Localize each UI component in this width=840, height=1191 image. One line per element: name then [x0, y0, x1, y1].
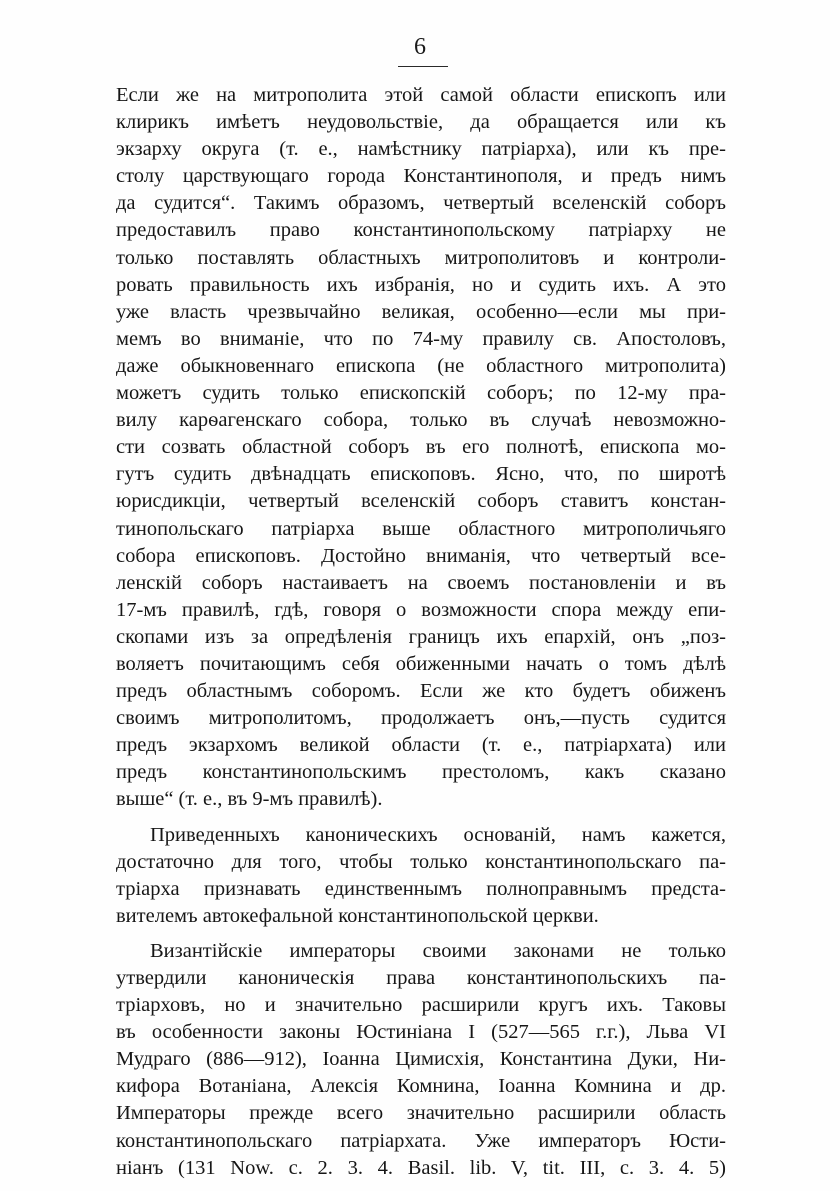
text-line: ленскій соборъ настаиваетъ на своемъ постановленіи и въ [116, 571, 726, 594]
text-line: предъ экзархомъ великой области (т. е., патріархата) или [116, 734, 726, 757]
paragraph-gap [116, 930, 726, 938]
text-line: своимъ митрополитомъ, продолжаетъ онъ,—пусть судится [116, 707, 726, 730]
text-line: предоставилъ право константинопольскому патріарху не [116, 219, 726, 242]
text-line: мемъ во вниманіе, что по 74-му правилу св. Апостоловъ, [116, 327, 726, 350]
text-line: Византійскіе императоры своими законами не только [150, 939, 726, 962]
text-line: утвердили каноническія права константинопольскихъ па- [116, 967, 726, 989]
text-line: Приведенныхъ каноническихъ основаній, намъ кажется, [150, 823, 726, 846]
page-number-rule [398, 66, 448, 67]
text-line: воляетъ почитающимъ себя обиженными начать о томъ дѣлѣ [116, 652, 726, 675]
text-line: тріарха признавать единственнымъ полноправнымъ предста- [116, 877, 726, 900]
text-line: вителемъ автокефальной константинопольской церкви. [116, 904, 599, 927]
text-line: собора епископовъ. Достойно вниманія, что четвертый все- [116, 544, 726, 567]
paragraph-3 [116, 938, 726, 1182]
paragraph-2 [116, 822, 726, 930]
body-text [116, 82, 726, 1182]
paragraph-gap [116, 814, 726, 822]
text-line: вилу карѳагенскаго собора, только въ случаѣ невозможно- [116, 409, 726, 432]
text-line: гутъ судить двѣнадцать епископовъ. Ясно, что, по широтѣ [116, 463, 726, 486]
page-number: 6 [414, 34, 426, 60]
text-line: юрисдикціи, четвертый вселенскій соборъ ставитъ констан- [116, 490, 726, 513]
paragraph-1 [116, 82, 726, 814]
text-line: скопами изъ за опредѣленія границъ ихъ епархій, онъ „поз- [116, 625, 726, 648]
text-line: да судится“. Такимъ образомъ, четвертый вселенскій соборъ [116, 192, 726, 215]
text-line: Мудраго (886—912), Іоанна Цимисхія, Константина Дуки, Ни- [116, 1048, 726, 1071]
text-line: предъ областнымъ соборомъ. Если же кто будетъ обиженъ [116, 680, 726, 703]
text-line: ровать правильность ихъ избранія, но и судить ихъ. А это [116, 273, 726, 296]
text-line: тріарховъ, но и значительно расширили кругъ ихъ. Таковы [116, 994, 726, 1017]
text-line: клирикъ имѣетъ неудовольствіе, да обращается или къ [116, 111, 726, 134]
text-line: столу царствующаго города Константинополя, и предъ нимъ [116, 165, 726, 188]
text-line: Если же на митрополита этой самой области епископъ или [116, 84, 726, 106]
text-line: тинопольскаго патріарха выше областного митрополичьяго [116, 517, 726, 540]
text-line: 17-мъ правилѣ, гдѣ, говоря о возможности спора между епи- [116, 598, 726, 621]
text-line: достаточно для того, чтобы только константинопольскаго па- [116, 850, 726, 873]
text-line: выше“ (т. е., въ 9-мъ правилѣ). [116, 788, 383, 811]
text-line: даже обыкновеннаго епископа (не областного митрополита) [116, 354, 726, 377]
text-line: кифора Вотаніана, Алексія Комнина, Іоанна Комнина и др. [116, 1075, 726, 1098]
text-line: только поставлять областныхъ митрополитовъ и контроли- [116, 246, 726, 269]
text-line: предъ константинопольскимъ престоломъ, какъ сказано [116, 761, 726, 784]
text-line: Императоры прежде всего значительно расширили область [116, 1102, 726, 1125]
text-line: въ особенности законы Юстиніана I (527—565 г.г.), Льва VI [116, 1021, 726, 1044]
text-line: сти созвать областной соборъ въ его полнотѣ, епископа мо- [116, 436, 726, 459]
text-line: уже власть чрезвычайно великая, особенно—если мы при- [116, 300, 726, 323]
text-line: ніанъ (131 Now. c. 2. 3. 4. Basil. lib. V, tit. III, c. 3. 4. 5) [116, 1156, 726, 1179]
text-line: можетъ судить только епископскій соборъ; по 12-му пра- [116, 382, 726, 405]
text-line: константинопольскаго патріархата. Уже императоръ Юсти- [116, 1129, 726, 1152]
text-line: экзарху округа (т. е., намѣстнику патріарха), или къ пре- [116, 138, 726, 161]
